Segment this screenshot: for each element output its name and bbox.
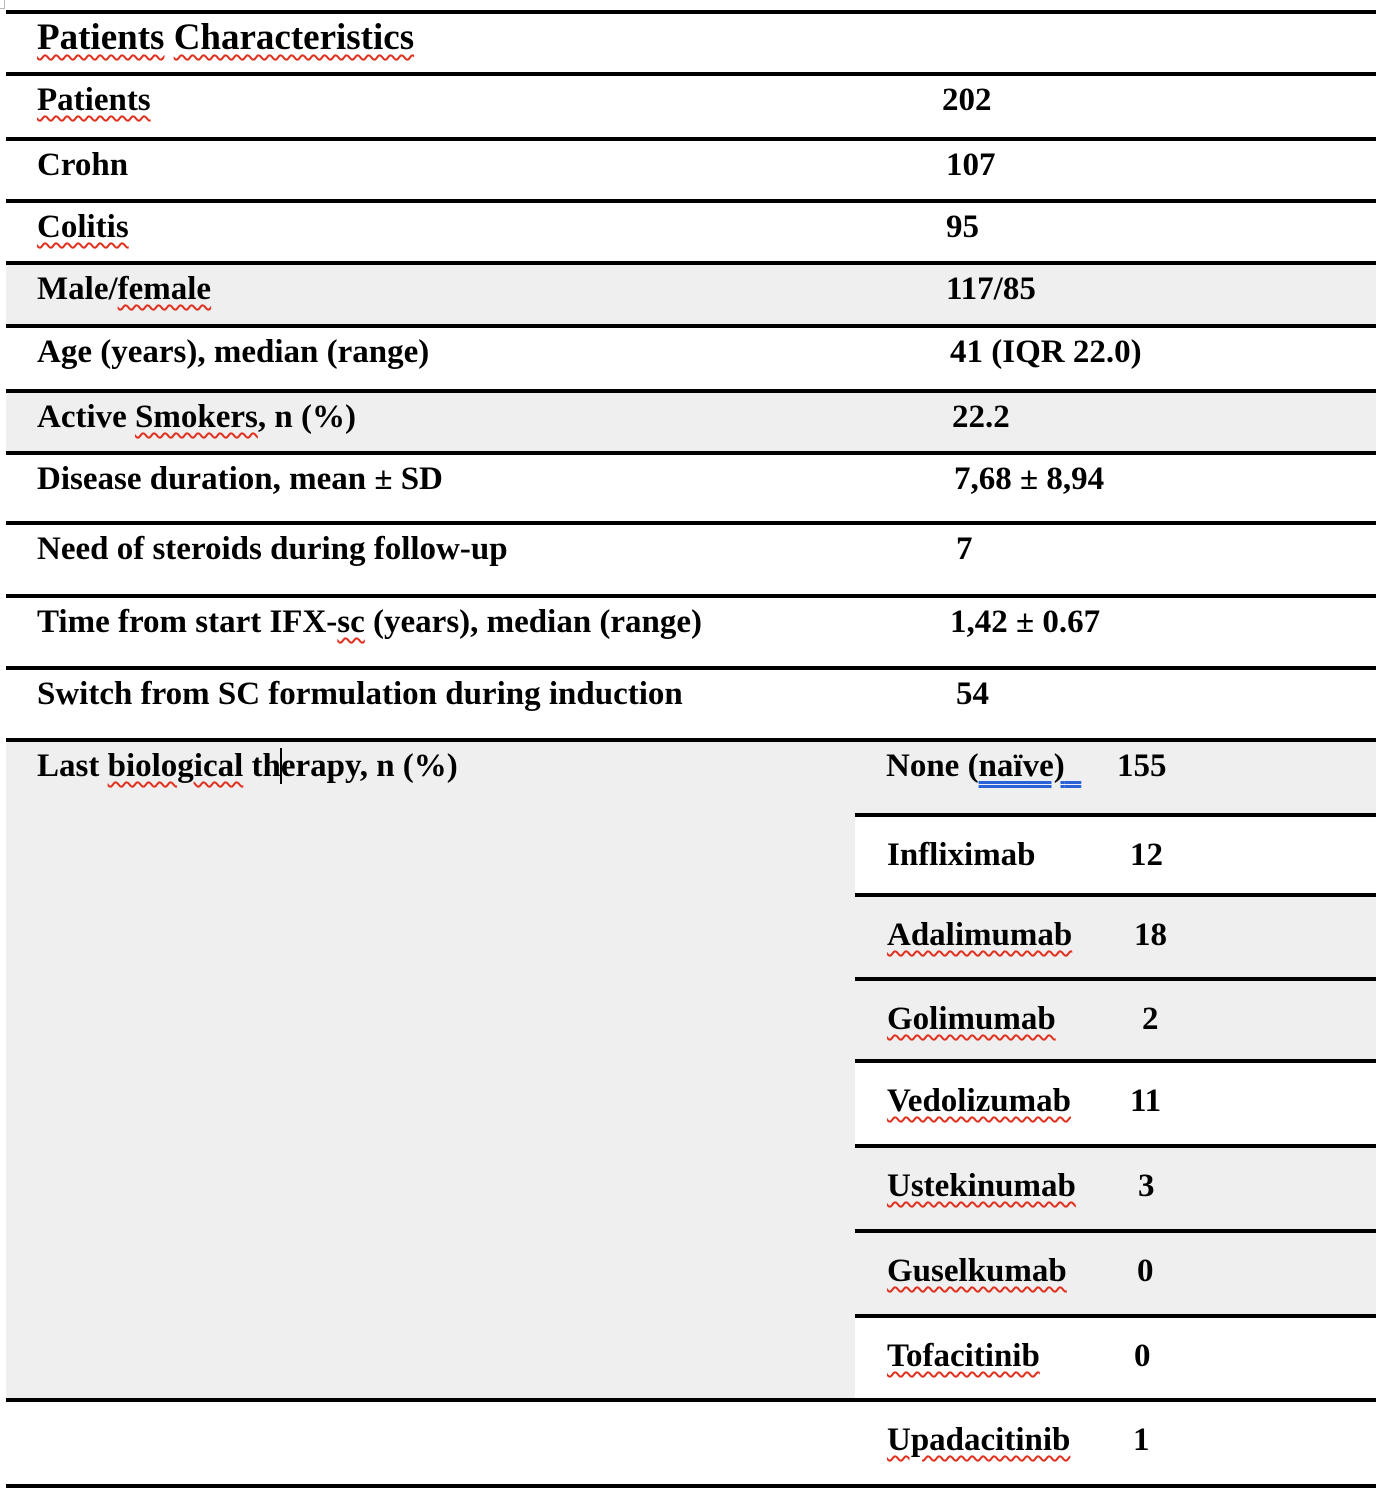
row-value[interactable]: 7,68 ± 8,94: [954, 461, 1105, 497]
biologic-row-upadacitinib: [6, 1398, 1376, 1484]
row-value[interactable]: 41 (IQR 22.0): [950, 334, 1142, 370]
table-row-switch-sc: [6, 666, 1376, 738]
biologic-count[interactable]: 0: [1137, 1253, 1154, 1289]
row-label[interactable]: Colitis: [37, 209, 129, 245]
row-label[interactable]: Time from start IFX-sc (years), median (range): [37, 604, 703, 640]
table-row-patients: [6, 72, 1376, 137]
biologic-count[interactable]: 1: [1133, 1422, 1150, 1458]
row-label[interactable]: Patients: [37, 82, 151, 118]
table-bottom-rule: [6, 1484, 1376, 1488]
row-label[interactable]: Crohn: [37, 147, 129, 183]
biologic-row-tofacitinib: [855, 1314, 1376, 1398]
row-value[interactable]: 202: [942, 82, 992, 118]
row-value[interactable]: 54: [956, 676, 989, 712]
biologic-count[interactable]: 12: [1130, 837, 1163, 873]
row-value[interactable]: 95: [946, 209, 979, 245]
row-label[interactable]: Male/female: [37, 271, 212, 307]
table-title[interactable]: Patients Characteristics: [37, 17, 415, 58]
biologic-row-ustekinumab: [855, 1144, 1376, 1229]
page-corner-mark: [0, 0, 5, 9]
biologic-row-golimumab: [855, 977, 1376, 1059]
table-row-age: [6, 324, 1376, 389]
biologic-item-none[interactable]: None (naïve): [886, 748, 1065, 784]
row-label[interactable]: Disease duration, mean ± SD: [37, 461, 443, 497]
biologic-name[interactable]: Tofacitinib: [887, 1338, 1040, 1374]
table-row-steroids: [6, 521, 1376, 594]
row-label[interactable]: Age (years), median (range): [37, 334, 430, 370]
biologic-count[interactable]: 2: [1142, 1001, 1159, 1037]
biologic-count[interactable]: 0: [1134, 1338, 1151, 1374]
row-value[interactable]: 22.2: [952, 399, 1010, 435]
biologic-count[interactable]: 3: [1138, 1168, 1155, 1204]
table-row-time-ifx-sc: [6, 594, 1376, 666]
biologic-row-adalimumab: [855, 893, 1376, 977]
row-value[interactable]: 117/85: [946, 271, 1036, 307]
biologic-count[interactable]: 18: [1134, 917, 1167, 953]
biologic-name[interactable]: Infliximab: [887, 837, 1036, 873]
table-row-colitis: [6, 199, 1376, 261]
biologic-name[interactable]: Golimumab: [887, 1001, 1056, 1037]
biologic-name[interactable]: Vedolizumab: [887, 1083, 1071, 1119]
biologic-count-none[interactable]: 155: [1117, 748, 1167, 784]
biologic-row-infliximab: [855, 813, 1376, 893]
biologic-row-vedolizumab: [855, 1059, 1376, 1144]
table-row-sex: [6, 261, 1376, 324]
table-row-crohn: [6, 137, 1376, 199]
row-value[interactable]: 1,42 ± 0.67: [950, 604, 1101, 640]
row-value[interactable]: 7: [956, 531, 973, 567]
biologic-name[interactable]: Guselkumab: [887, 1253, 1067, 1289]
biologic-name[interactable]: Upadacitinib: [887, 1422, 1071, 1458]
biologic-count[interactable]: 11: [1130, 1083, 1162, 1119]
table-row-smokers: [6, 389, 1376, 451]
row-label[interactable]: Active Smokers, n (%): [37, 399, 356, 435]
row-value[interactable]: 107: [946, 147, 996, 183]
biologic-name[interactable]: Ustekinumab: [887, 1168, 1076, 1204]
biologic-name[interactable]: Adalimumab: [887, 917, 1073, 953]
row-label[interactable]: Switch from SC formulation during induction: [37, 676, 683, 712]
table-title-row: [6, 10, 1376, 72]
row-label[interactable]: Last biological therapy, n (%): [37, 748, 458, 784]
row-label[interactable]: Need of steroids during follow-up: [37, 531, 508, 567]
biologic-row-guselkumab: [855, 1229, 1376, 1314]
table-row-disease-duration: [6, 451, 1376, 521]
